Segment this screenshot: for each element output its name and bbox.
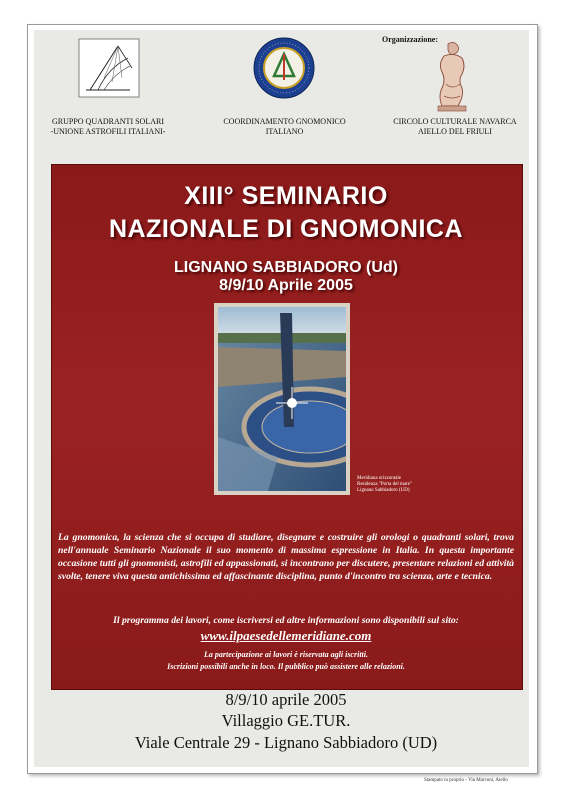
org-name-line1: GRUPPO QUADRANTI SOLARI (51, 117, 164, 126)
org-circolo-navarca (382, 117, 528, 137)
venus-statue-logo-icon (428, 40, 476, 112)
photo-caption (357, 476, 412, 494)
org-coordinamento (212, 117, 357, 137)
seminar-description: La gnomonica, la scienza che si occupa di studiare, disegnare e costruire gli orologi o quadranti solari, trova nell'annuale Seminario Nazionale il suo momento di massima espressione in Italia. In questa importante occasione tutti gli gnomonisti, astrofili ed appassionati, si incontrano per discutere, presentare relazioni ed attività svolte, tenere viva questa antichissima ed affascinante disciplina, punto d'incontro tra scienza, arte e tecnica. (58, 532, 514, 582)
registration-note: Iscrizioni possibili anche in loco. Il pubblico può assistere alle relazioni. (167, 662, 405, 671)
venue-place: Villaggio GE.TUR. (221, 711, 351, 730)
venue-address: Viale Centrale 29 - Lignano Sabbiadoro (UD) (134, 733, 438, 752)
org-name-line1: CIRCOLO CULTURALE NAVARCA (393, 117, 517, 126)
printed-by-footer: Stampato in proprio - Via Marconi, Aiello (424, 778, 508, 783)
venue-dates: 8/9/10 aprile 2005 (225, 690, 347, 709)
org-name-line2: ITALIANO (265, 127, 304, 136)
org-name-line2: AIELLO DEL FRIULI (418, 127, 492, 136)
org-name-line1: COORDINAMENTO GNOMONICO (223, 117, 346, 126)
participation-note: La partecipazione ai lavori è riservata agli iscritti. (204, 650, 368, 659)
org-gruppo-quadranti (38, 117, 178, 137)
seminar-title-line2: NAZIONALE DI GNOMONICA (108, 215, 464, 243)
sundial-logo-icon (78, 38, 140, 98)
sundial-photo (218, 307, 346, 491)
caption-line: Lignano Sabbiadoro (UD) (357, 488, 410, 493)
caption-line: Meridiana orizzontale (357, 476, 402, 481)
organizer-label: Organizzazione: (382, 35, 438, 44)
gnomonic-coordination-logo-icon (252, 36, 316, 100)
website-link[interactable]: www.ilpaesedellemeridiane.com (200, 628, 372, 643)
caption-line: Residenza "Porta del mare" (357, 482, 413, 487)
seminar-dates: 8/9/10 Aprile 2005 (219, 277, 353, 294)
program-info-text: Il programma dei lavori, come iscriversi ed altre informazioni sono disponibili sul sito: (113, 615, 459, 626)
seminar-location: LIGNANO SABBIADORO (Ud) (174, 259, 398, 276)
seminar-title-line1: XIII° SEMINARIO (184, 182, 388, 210)
org-name-line2: -UNIONE ASTROFILI ITALIANI- (50, 127, 166, 136)
